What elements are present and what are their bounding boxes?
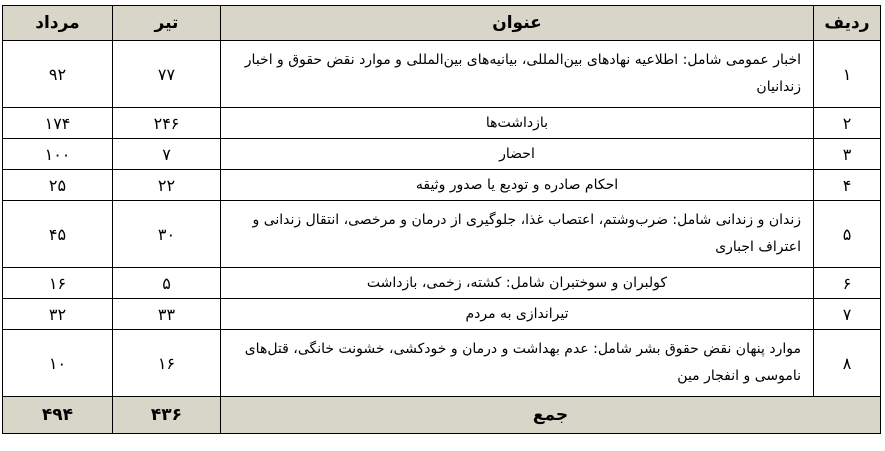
- table-row: [3, 299, 881, 330]
- table-row: [3, 201, 881, 268]
- row-title: موارد پنهان نقض حقوق بشر شامل: عدم بهداشت و درمان و خودکشی، خشونت خانگی، قتل‌های ناموسی و انفجار مین: [221, 330, 814, 397]
- row-number: ۷: [814, 299, 881, 330]
- header-title: عنوان: [221, 6, 814, 41]
- row-number: ۶: [814, 268, 881, 299]
- monthly-report-table: [2, 5, 881, 434]
- row-mordad-value: ۱۰: [3, 330, 113, 397]
- total-label: جمع: [221, 397, 881, 434]
- row-tir-value: ۷: [113, 139, 221, 170]
- row-number: ۴: [814, 170, 881, 201]
- row-number: ۳: [814, 139, 881, 170]
- header-mordad: مرداد: [3, 6, 113, 41]
- row-title: بازداشت‌ها: [221, 108, 814, 139]
- row-mordad-value: ۱۰۰: [3, 139, 113, 170]
- table-row: [3, 108, 881, 139]
- table-row: [3, 41, 881, 108]
- row-mordad-value: ۴۵: [3, 201, 113, 268]
- table-row: [3, 170, 881, 201]
- row-tir-value: ۲۲: [113, 170, 221, 201]
- row-tir-value: ۳۳: [113, 299, 221, 330]
- row-number: ۸: [814, 330, 881, 397]
- row-title: اخبار عمومی شامل: اطلاعیه نهادهای بین‌المللی، بیانیه‌های بین‌المللی و موارد نقض حقوق و اخبار زندانیان: [221, 41, 814, 108]
- row-title: زندان و زندانی شامل: ضرب‌وشتم، اعتصاب غذا، جلوگیری از درمان و مرخصی، انتقال زندانی و اعتراف اجباری: [221, 201, 814, 268]
- row-number: ۲: [814, 108, 881, 139]
- table-row: [3, 330, 881, 397]
- table-row: [3, 139, 881, 170]
- row-mordad-value: ۲۵: [3, 170, 113, 201]
- row-mordad-value: ۱۷۴: [3, 108, 113, 139]
- row-title: احکام صادره و تودیع یا صدور وثیقه: [221, 170, 814, 201]
- total-mordad: ۴۹۴: [3, 397, 113, 434]
- row-tir-value: ۲۴۶: [113, 108, 221, 139]
- header-tir: تیر: [113, 6, 221, 41]
- row-mordad-value: ۱۶: [3, 268, 113, 299]
- row-tir-value: ۵: [113, 268, 221, 299]
- row-tir-value: ۷۷: [113, 41, 221, 108]
- row-number: ۱: [814, 41, 881, 108]
- row-tir-value: ۱۶: [113, 330, 221, 397]
- row-mordad-value: ۳۲: [3, 299, 113, 330]
- total-tir: ۴۳۶: [113, 397, 221, 434]
- row-mordad-value: ۹۲: [3, 41, 113, 108]
- row-tir-value: ۳۰: [113, 201, 221, 268]
- header-row-number: ردیف: [814, 6, 881, 41]
- row-title: تیراندازی به مردم: [221, 299, 814, 330]
- row-title: کولبران و سوختبران شامل: کشته، زخمی، بازداشت: [221, 268, 814, 299]
- table-row: [3, 268, 881, 299]
- row-number: ۵: [814, 201, 881, 268]
- row-title: احضار: [221, 139, 814, 170]
- report-table-container: [2, 5, 881, 434]
- header-row: [3, 6, 881, 41]
- total-row: [3, 397, 881, 434]
